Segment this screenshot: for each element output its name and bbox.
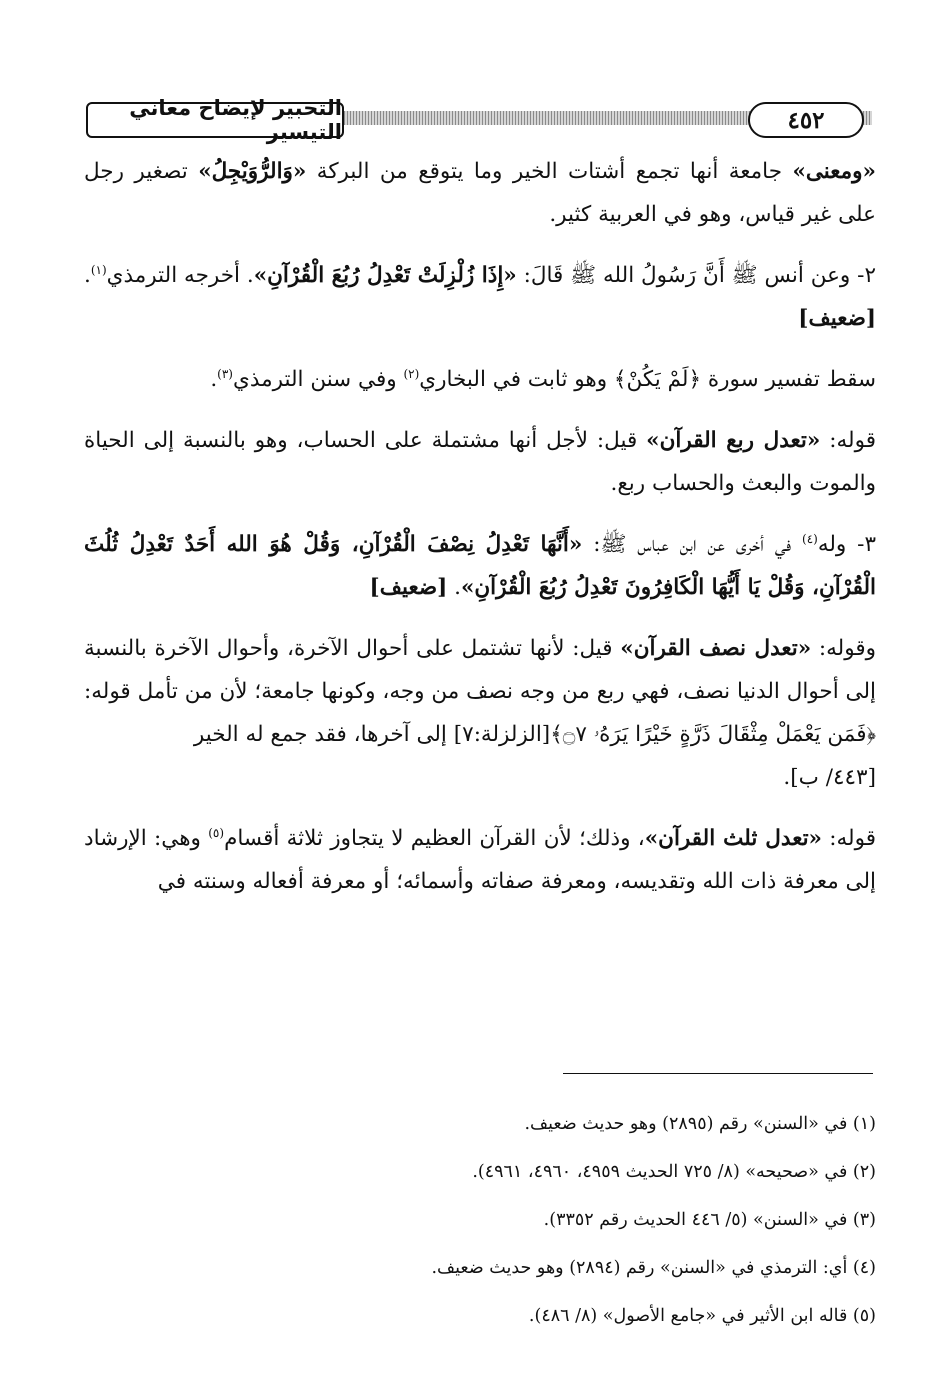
footnote-marker: (٤) [802, 531, 818, 546]
keyword: «تعدل ربع القرآن» [646, 428, 821, 453]
text-run: . [210, 367, 218, 392]
keyword: «وَالرُّوَيْجِلُ» [198, 159, 307, 184]
text-run: وقوله: [811, 636, 876, 661]
text-run: جامعة أنها تجمع أشتات الخير وما يتوقع من البركة [306, 159, 793, 184]
hadith-quote: «إِذَا زُلْزِلَتْ تَعْدِلُ رُبُعَ الْقُرْآنِ» [253, 263, 517, 288]
footnote-5: (٥) قاله ابن الأثير في «جامع الأصول» (٨/ ٤٨٦). [528, 1306, 876, 1326]
footnote-marker: (١) [90, 262, 107, 277]
paragraph-7 [84, 817, 876, 903]
text-run: قيل: لأجل أنها مشتملة على الحساب، وهو بالنسبة إلى الحياة والموت والبعث والحساب ربع. [84, 428, 876, 496]
text-run: سقط تفسير سورة ﴿لَمْ يَكُنْ﴾ وهو ثابت في البخاري [419, 367, 876, 392]
page-number: ٤٥٢ [787, 106, 825, 134]
text-run: قوله: [822, 826, 876, 851]
footnote-1: (١) في «السنن» رقم (٢٨٩٥) وهو حديث ضعيف. [524, 1114, 876, 1134]
text-run: في أخرى عن ابن عباس ﷺ: [582, 532, 803, 557]
grading-label: [ضعيف] [369, 575, 448, 600]
text-run: وفي سنن الترمذي [232, 367, 404, 392]
text-run: . [447, 575, 461, 600]
footnote-4: (٤) أي: الترمذي في «السنن» رقم (٢٨٩٤) وهو حديث ضعيف. [431, 1258, 876, 1278]
header-title-frame [86, 96, 344, 144]
text-run: ، وذلك؛ لأن القرآن العظيم لا يتجاوز ثلاثة أقسام [224, 826, 645, 851]
running-header [86, 96, 872, 144]
book-title: التحبير لإيضاح معاني التيسير [129, 96, 342, 144]
main-text [84, 150, 876, 903]
paragraph-6 [84, 627, 876, 756]
text-run: ٣- وله [817, 532, 877, 557]
text-run: ٢- وعن أنس ﷺ أَنَّ رَسُولُ الله ﷺ قَالَ: [516, 263, 876, 288]
footnote-3: (٣) في «السنن» (٥/ ٤٤٦ الحديث رقم ٣٣٥٢). [543, 1210, 876, 1230]
footnote-marker: (٢) [403, 366, 420, 381]
text-run: وهي: الإرشاد إلى معرفة ذات الله وتقديسه، ومعرفة صفاته وأسمائه؛ أو معرفة أفعاله وسنته في [84, 826, 876, 894]
text-run: قيل: لأنها تشتمل على أحوال الآخرة، وأحوال الآخرة بالنسبة إلى أحوال الدنيا نصف، فهي ربع من وجه نصف من وجه، وكونها جامعة؛ لأن من تأمل قوله: ﴿فَمَن يَعْمَلْ مِثْقَالَ ذَرَّةٍ خَيْرًا يَرَهُۥ ۝٧﴾[الزلزلة:٧] إلى آخرها، فقد جمع له الخير [84, 636, 876, 747]
footnote-2: (٢) في «صحيحه» (٨/ ٧٢٥ الحديث ٤٩٥٩، ٤٩٦٠، ٤٩٦١). [472, 1162, 876, 1182]
hadith-2 [84, 254, 876, 340]
footnote-separator [563, 1073, 873, 1074]
keyword: «تعدل ثلث القرآن» [644, 826, 822, 851]
footnote-marker: (٥) [208, 825, 225, 840]
manuscript-ref: [٤٤٣/ ب]. [783, 765, 876, 790]
text-run: تصغير رجل على غير قياس، وهو في العربية كثير. [84, 159, 876, 227]
hadith-3 [84, 523, 876, 609]
keyword: «تعدل نصف القرآن» [620, 636, 812, 661]
keyword: «ومعنى» [792, 159, 876, 184]
text-run: قوله: [820, 428, 876, 453]
text-run: . [84, 263, 91, 288]
paragraph-4 [84, 419, 876, 505]
paragraph-3 [84, 358, 876, 401]
page-number-frame [748, 102, 864, 138]
hadith-quote: «أَنَّهَا تَعْدِلُ نِصْفَ الْقُرْآنِ، وَقُلْ هُوَ الله أَحَدٌ تَعْدِلُ ثُلُثَ الْقُرْآنِ، وَقُلْ يَا أَيُّهَا الْكَافِرُونَ تَعْدِلُ رُبُعَ الْقُرْآنِ» [84, 532, 876, 600]
footnote-marker: (٣) [217, 366, 233, 381]
footnotes [84, 1100, 876, 1340]
text-run: . أخرجه الترمذي [106, 263, 254, 288]
grading-label: [ضعيف] [798, 306, 876, 331]
paragraph-1 [84, 150, 876, 236]
